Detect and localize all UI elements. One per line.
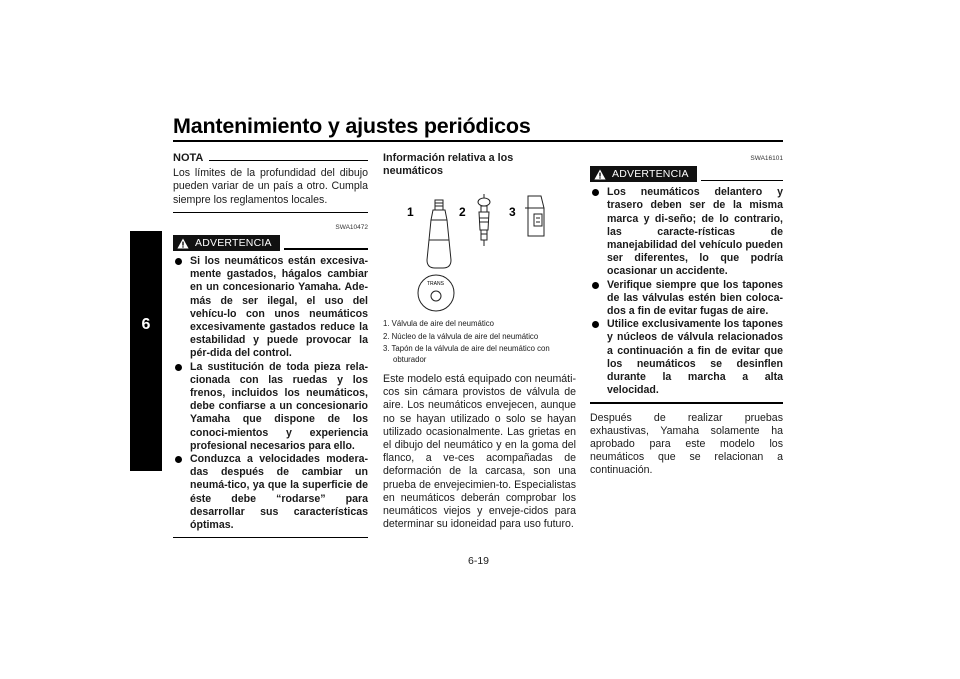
figure-caption: [383, 319, 576, 365]
valve-cap-icon: [525, 196, 544, 236]
body-paragraph: Este modelo está equipado con neumáti-cos sin cámara provistos de válvula de aire. Los neumáticos envejecen, aunque no se hayan utilizado o solo se hayan utilizado ocasionalmente. Las grietas en el dibujo del neumático y en la goma del flanco, a ve-ces acompañadas de deformación de la carcasa, son una prueba de envejecimien-to. Especialistas en neumáticos deberán comprobar los neumáticos viejos y enveje-cidos para determinar su idoneidad para uso futuro.: [383, 373, 576, 531]
nota-label: NOTA: [173, 152, 204, 164]
warning-code: SWA10472: [335, 223, 368, 231]
warning-list: [590, 186, 783, 397]
column-right: [590, 152, 783, 478]
column-left: [173, 152, 368, 538]
caption-item: 1. Válvula de aire del neumático: [383, 319, 494, 329]
tire-valve-figure: [383, 180, 576, 315]
title-rule: [173, 140, 783, 142]
warning-label: ADVERTENCIA: [195, 237, 272, 250]
page-title: Mantenimiento y ajustes periódicos: [173, 114, 531, 138]
nota-text: Los límites de la profundidad del dibujo pueden variar de un país a otro. Cumpla siempre los reglamentos locales.: [173, 167, 368, 206]
list-item: Los neumáticos delantero y trasero deben ser de la misma marca y di-seño; de lo contrario, las caracte-rísticas de manejabilidad del vehículo pueden ser diferentes, lo que podría ocasionar un accidente.: [590, 186, 783, 278]
warning-list: [173, 255, 368, 532]
warning-badge: [173, 235, 280, 251]
warning-header: [173, 235, 368, 251]
figure-label-2: 2: [459, 205, 466, 220]
warning-triangle-icon: [594, 169, 606, 180]
list-item: Verifique siempre que los tapones de las válvulas estén bien coloca-dos a fin de evitar fugas de aire.: [590, 279, 783, 319]
warning-label: ADVERTENCIA: [612, 168, 689, 181]
figure-label-1: 1: [407, 205, 414, 220]
warning-triangle-icon: [177, 238, 189, 249]
list-item: Utilice exclusivamente los tapones y núcleos de válvula relacionados a continuación a fin de evitar que los neumáticos se desinflen durante la marcha a alta velocidad.: [590, 318, 783, 397]
chapter-tab: [130, 231, 162, 471]
page-number: 6-19: [468, 555, 490, 567]
tire-valve-icon: [427, 200, 451, 268]
nota-heading: [173, 152, 368, 165]
warning-badge: [590, 166, 697, 182]
warning-header: [590, 166, 783, 182]
warning-code: SWA16101: [750, 155, 783, 162]
body-paragraph: Después de realizar pruebas exhaustivas, Yamaha solamente ha aprobado para este modelo los neumáticos que se relacionan a continuación.: [590, 411, 783, 477]
warning-divider: [590, 402, 783, 403]
section-heading: Información relativa a los neumáticos: [383, 152, 514, 178]
column-middle: [383, 152, 576, 531]
list-item: La sustitución de toda pieza rela-cionada con las ruedas y los frenos, incluidos los neumáticos, debe confiarse a un concesionario Yamaha que dispone de los conoci-mientos y experiencia profesional necesarios para ello.: [173, 361, 368, 453]
chapter-number: 6: [141, 316, 151, 333]
stamp-text: TRANS: [427, 281, 444, 288]
list-item: Conduzca a velocidades modera-das después de cambiar un neumá-tico, ya que la superficie de éste debe “rodarse” para desarrollar sus características óptimas.: [173, 453, 368, 532]
caption-item: 3. Tapón de la válvula de aire del neumático con obturador: [383, 344, 550, 364]
warning-divider: [173, 537, 368, 538]
figure-label-3: 3: [509, 205, 516, 220]
valve-core-icon: [478, 194, 490, 246]
caption-item: 2. Núcleo de la válvula de aire del neumático: [383, 331, 539, 341]
list-item: Si los neumáticos están excesiva-mente gastados, hágalos cambiar en un concesionario Yamaha. Ade-más de ser ilegal, el uso del vehícu-lo con unos neumáticos excesivamente gastados reduce la estabilidad y puede provocar la pér-dida del control.: [173, 255, 368, 361]
nota-divider: [173, 212, 368, 213]
